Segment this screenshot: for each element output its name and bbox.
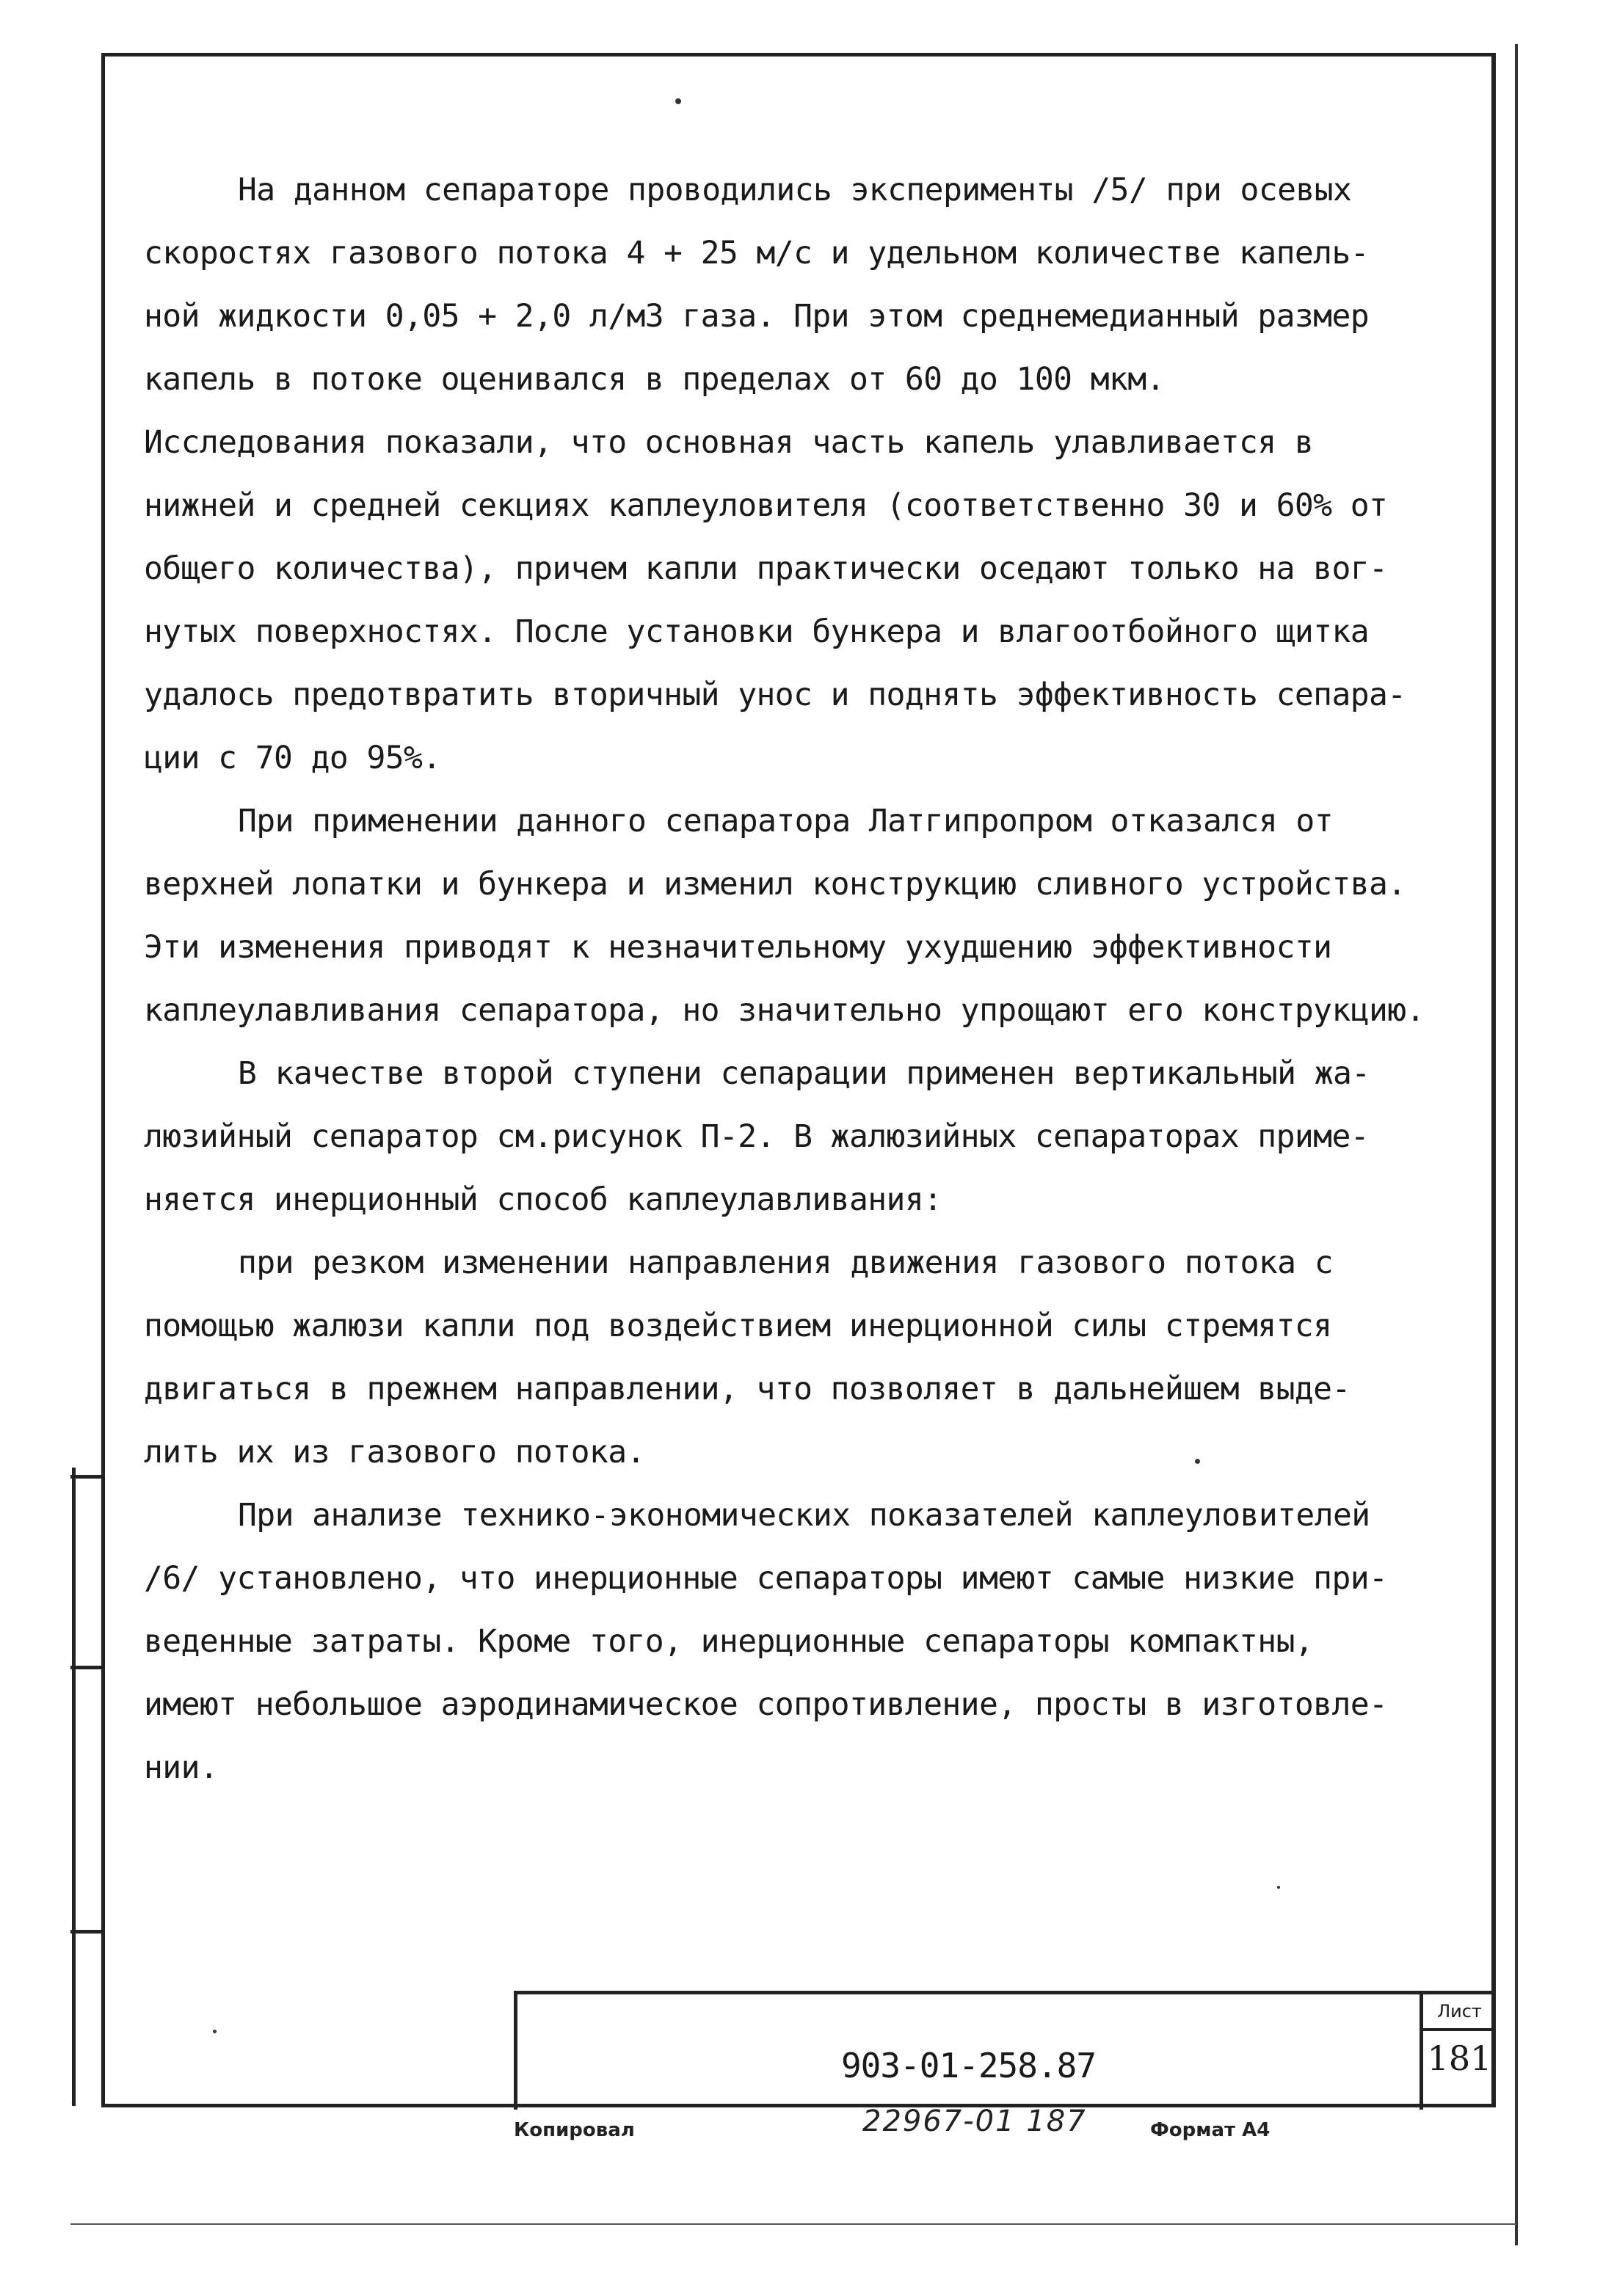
binding-tick (70, 1930, 104, 1934)
title-block (514, 1991, 1496, 2110)
text-line: нии. (144, 1749, 219, 1786)
scan-speck (1277, 1886, 1280, 1889)
text-line: ции с 70 до 95%. (144, 740, 441, 776)
text-line: помощью жалюзи капли под воздействием инерционной силы стремятся (144, 1308, 1332, 1344)
text-line: общего количества), причем капли практически оседают только на вог- (144, 550, 1388, 587)
binding-margin-line (72, 1468, 76, 2106)
document-designation: 903-01-258.87 (840, 2046, 1097, 2085)
text-line: каплеулавливания сепаратора, но значительно упрощают его конструкцию. (144, 992, 1425, 1029)
text-line: при резком изменении направления движения газового потока с (238, 1244, 1334, 1281)
text-line: имеют небольшое аэродинамическое сопротивление, просты в изготовле- (144, 1686, 1388, 1723)
sheet-cell (1420, 1994, 1496, 2110)
document-body (144, 158, 1480, 1799)
text-line: скоростях газового потока 4 + 25 м/с и удельном количестве капель- (144, 235, 1370, 271)
text-line: веденные затраты. Кроме того, инерционные сепараторы компактны, (144, 1623, 1314, 1660)
text-line: двигаться в прежнем направлении, что позволяет в дальнейшем выде- (144, 1371, 1351, 1407)
order-number: 22967-01 187 (862, 2104, 1087, 2138)
text-line: няется инерционный способ каплеулавливания: (144, 1181, 942, 1218)
text-line: На данном сепараторе проводились эксперименты /5/ при осевых (238, 172, 1352, 208)
outer-border-line (1515, 44, 1518, 2245)
text-line: В качестве второй ступени сепарации применен вертикальный жа- (238, 1055, 1370, 1092)
text-line: нутых поверхностях. После установки бункера и влагоотбойного щитка (144, 613, 1370, 650)
binding-tick (70, 1475, 104, 1479)
text-line: капель в потоке оценивался в пределах от 60 до 100 мкм. (144, 361, 1165, 398)
text-line: удалось предотвратить вторичный унос и поднять эффективность сепара- (144, 677, 1406, 713)
text-line: Исследования показали, что основная часть капель улавливается в (144, 424, 1314, 461)
text-line: /6/ установлено, что инерционные сепараторы имеют самые низкие при- (144, 1560, 1388, 1597)
trim-line (70, 2223, 1516, 2225)
binding-tick (70, 1666, 104, 1669)
paper-format-label: Формат А4 (1150, 2119, 1271, 2141)
text-line: лить их из газового потока. (144, 1434, 645, 1470)
text-line: нижней и средней секциях каплеуловителя (соответственно 30 и 60% от (144, 487, 1388, 524)
text-line: При применении данного сепаратора Латгипропром отказался от (238, 803, 1334, 839)
text-line: При анализе технико-экономических показателей каплеуловителей (238, 1497, 1370, 1534)
scan-speck (675, 98, 681, 104)
text-line: верхней лопатки и бункера и изменил конструкцию сливного устройства. (144, 866, 1406, 903)
text-line: люзийный сепаратор см.рисунок П-2. В жалюзийных сепараторах приме- (144, 1118, 1370, 1155)
sheet-number: 181 (1427, 2038, 1492, 2078)
text-line: Эти изменения приводят к незначительному ухудшению эффективности (144, 929, 1332, 966)
text-line: ной жидкости 0,05 + 2,0 л/м3 газа. При этом среднемедианный размер (144, 298, 1370, 335)
sheet-label: Лист (1423, 1994, 1496, 2031)
scan-speck (213, 2030, 217, 2033)
copied-by-label: Копировал (514, 2119, 635, 2141)
